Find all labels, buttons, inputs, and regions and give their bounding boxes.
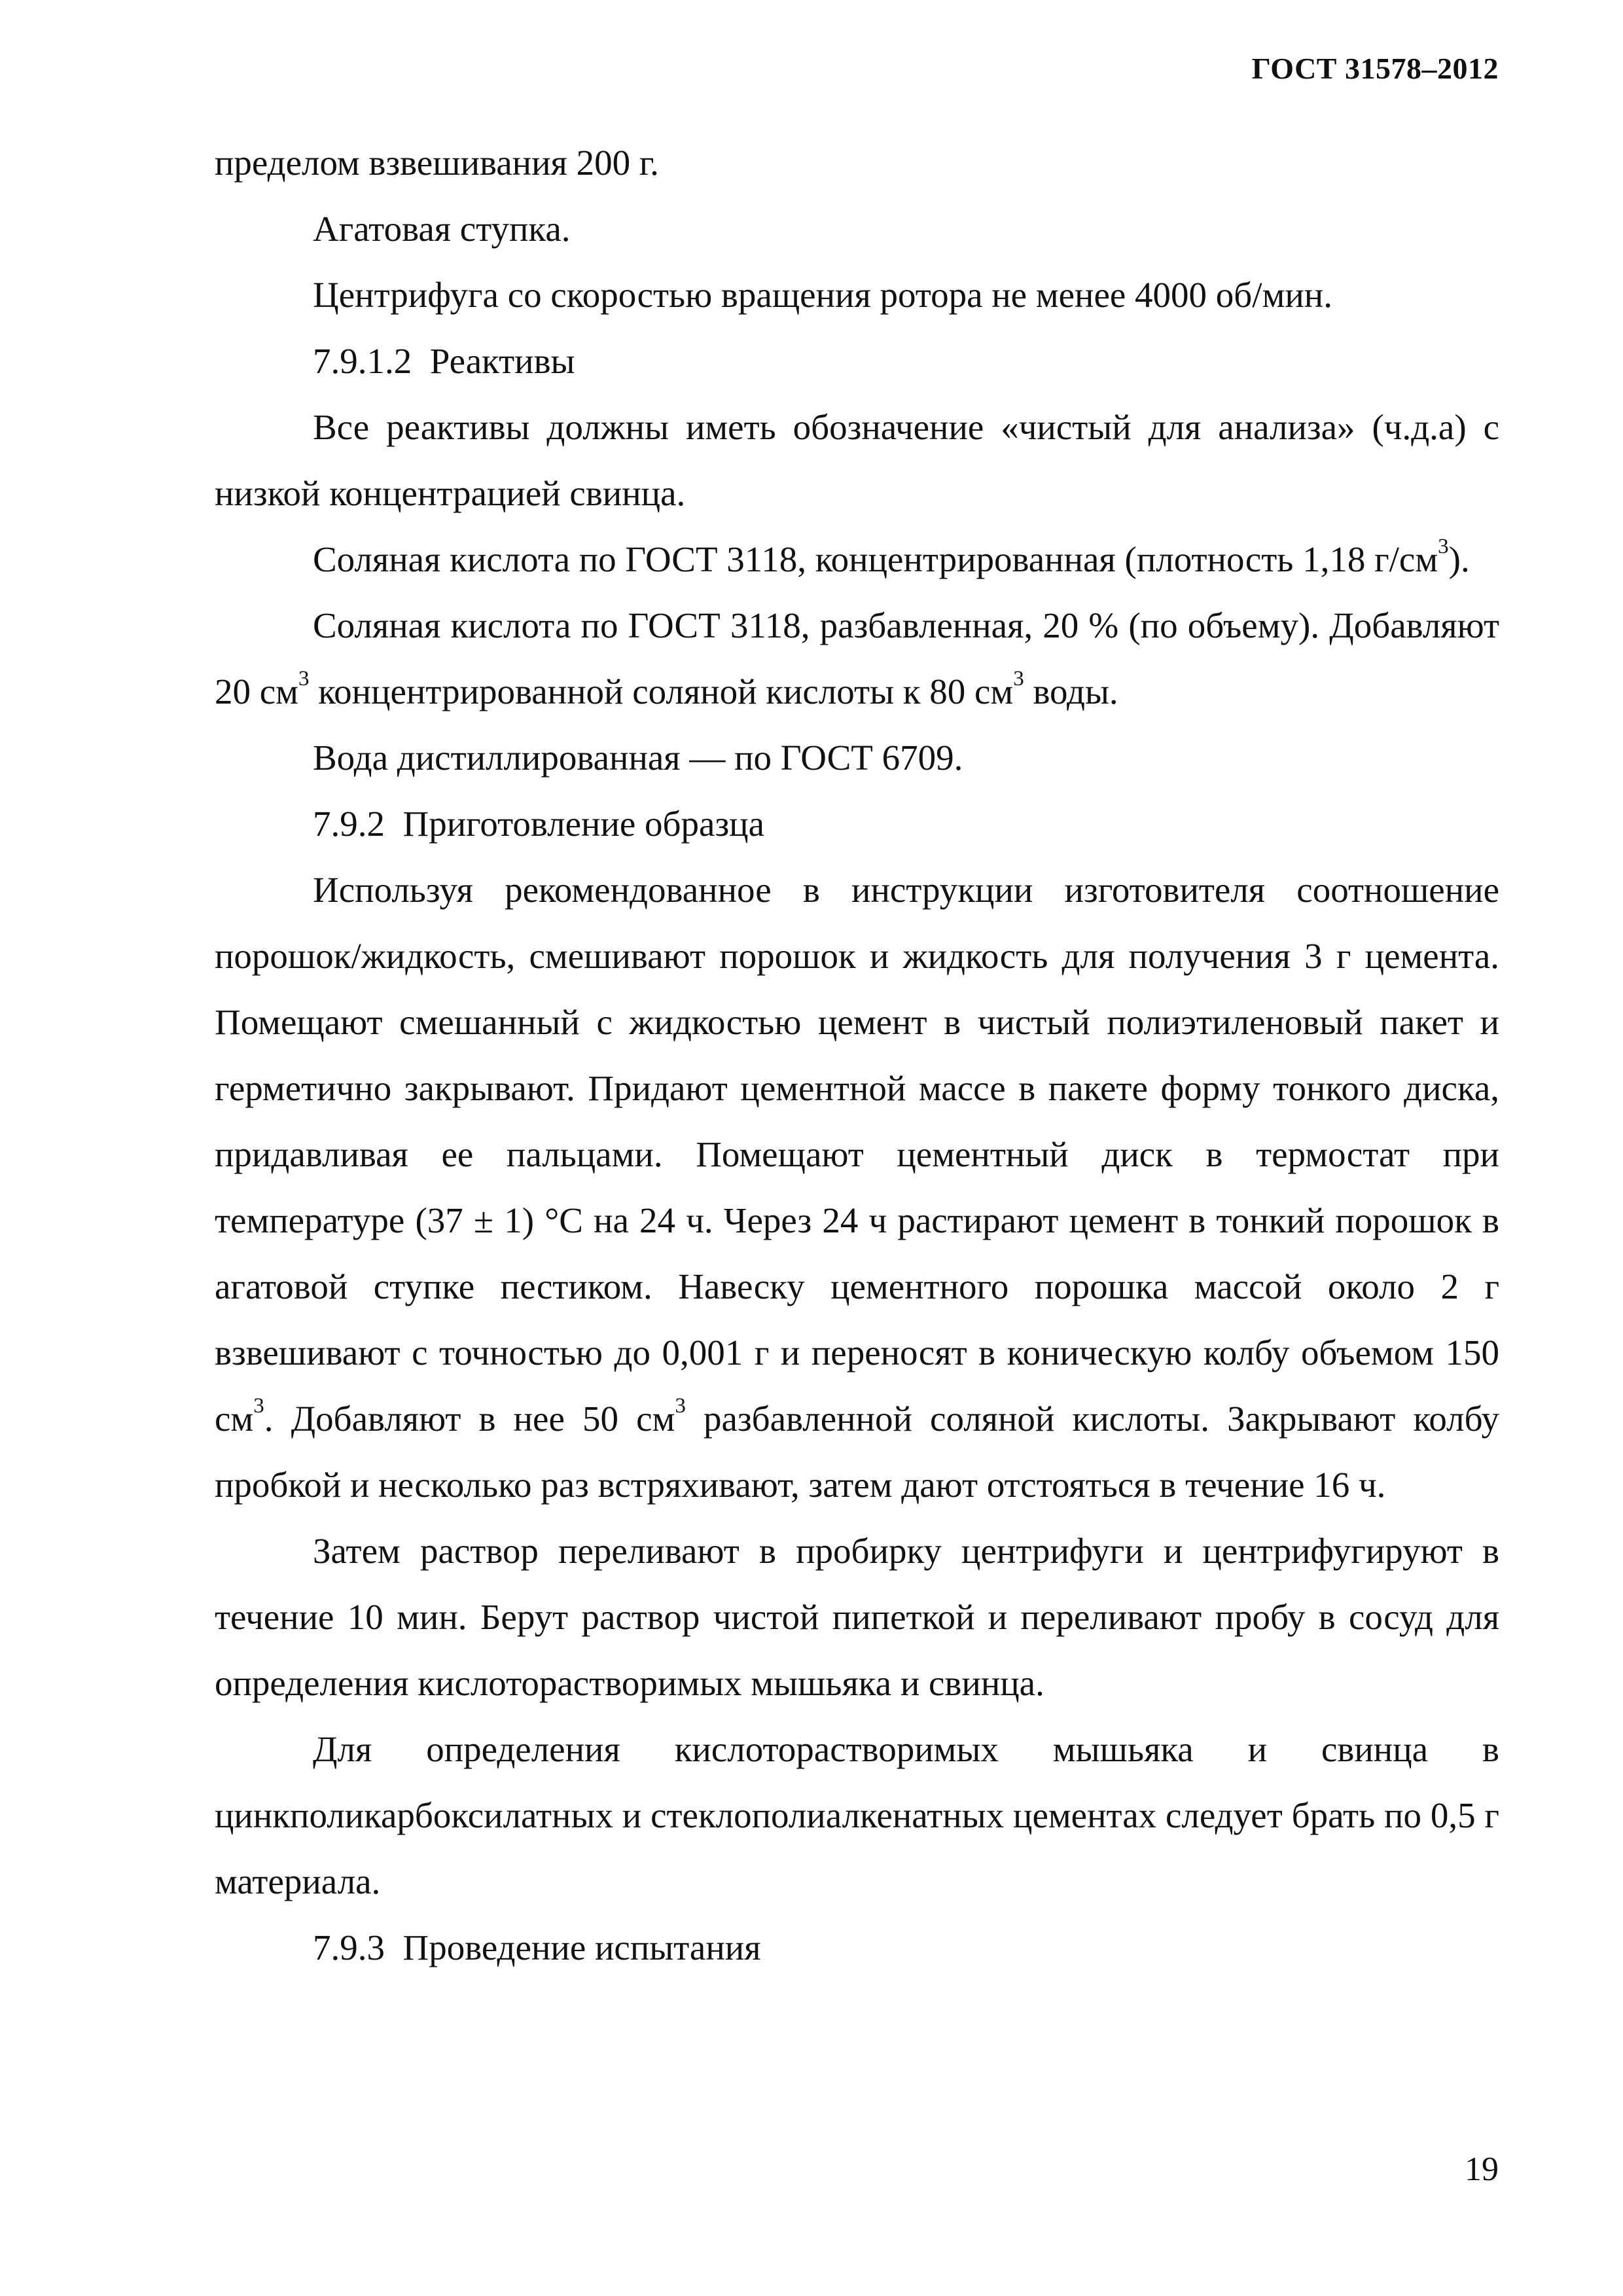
paragraph-agate-mortar: Агатовая ступка.: [313, 209, 571, 249]
paragraph-material-mass: Для определения кислоторастворимых мышьяка и свинца в цинкполикарбоксилатных и стеклополиалкенатных цементах следует брать по 0,5 г материала.: [215, 1729, 1499, 1901]
page-number: 19: [1465, 2151, 1499, 2188]
superscript-3: 3: [1438, 534, 1449, 558]
document-header: ГОСТ 31578–2012: [1251, 52, 1499, 85]
sample-preparation-text: Используя рекомендованное в инструкции изготовителя соотношение порошок/жидкость, смешивают порошок и жидкость для получения 3 г цемента. Помещают смешанный с жидкостью цемент в чистый полиэтиленовый пакет и герметично закрывают. Придают цементной массе в пакете форму тонкого диска, придавливая ее пальцами. Помещают цементный диск в термостат при температуре (37 ± 1) °С на 24 ч. Через 24 ч растирают цемент в тонкий порошок в агатовой ступке пестиком. Навеску цементного порошка массой около 2 г взвешивают с точностью до 0,001 г и переносят в коническую колбу объемом 150 см: [215, 870, 1499, 1439]
superscript-3: 3: [675, 1393, 686, 1418]
sample-preparation-text-mid: . Добавляют в нее 50 см: [264, 1399, 675, 1439]
section-heading-test-procedure: 7.9.3 Проведение испытания: [313, 1928, 761, 1967]
superscript-3: 3: [298, 666, 310, 691]
superscript-3: 3: [253, 1393, 264, 1418]
hcl-diluted-text-mid: концентрированной соляной кислоты к 80 см: [309, 672, 1014, 711]
hcl-diluted-text: Соляная кислота по ГОСТ 3118, разбавленная, 20 % (по объему). Добавляют 20 см: [215, 605, 1499, 711]
superscript-3: 3: [1013, 666, 1024, 691]
section-heading-reagents: 7.9.1.2 Реактивы: [313, 341, 575, 381]
page-body: [215, 130, 1499, 1981]
paragraph-distilled-water: Вода дистиллированная — по ГОСТ 6709.: [313, 738, 963, 778]
hcl-concentrated-text-end: ).: [1448, 539, 1470, 579]
paragraph-reagents-grade: Все реактивы должны иметь обозначение «чистый для анализа» (ч.д.а) с низкой концентрацией свинца.: [215, 407, 1499, 513]
hcl-concentrated-text: Соляная кислота по ГОСТ 3118, концентрированная (плотность 1,18 г/см: [313, 539, 1438, 579]
paragraph-centrifugation: Затем раствор переливают в пробирку центрифуги и центрифугируют в течение 10 мин. Берут раствор чистой пипеткой и переливают пробу в сосуд для определения кислоторастворимых мышьяка и свинца.: [215, 1531, 1499, 1703]
hcl-diluted-text-end: воды.: [1024, 672, 1118, 711]
paragraph-centrifuge: Центрифуга со скоростью вращения ротора не менее 4000 об/мин.: [313, 275, 1332, 315]
paragraph-hcl-diluted: [215, 592, 1499, 725]
paragraph-hcl-concentrated: [215, 526, 1499, 592]
paragraph-sample-preparation: [215, 857, 1499, 1518]
sample-preparation-text-end: разбавленной соляной кислоты. Закрывают колбу пробкой и несколько раз встряхивают, затем дают отстояться в течение 16 ч.: [215, 1399, 1499, 1505]
section-heading-sample-preparation: 7.9.2 Приготовление образца: [313, 804, 765, 844]
paragraph-continuation: пределом взвешивания 200 г.: [215, 143, 659, 183]
